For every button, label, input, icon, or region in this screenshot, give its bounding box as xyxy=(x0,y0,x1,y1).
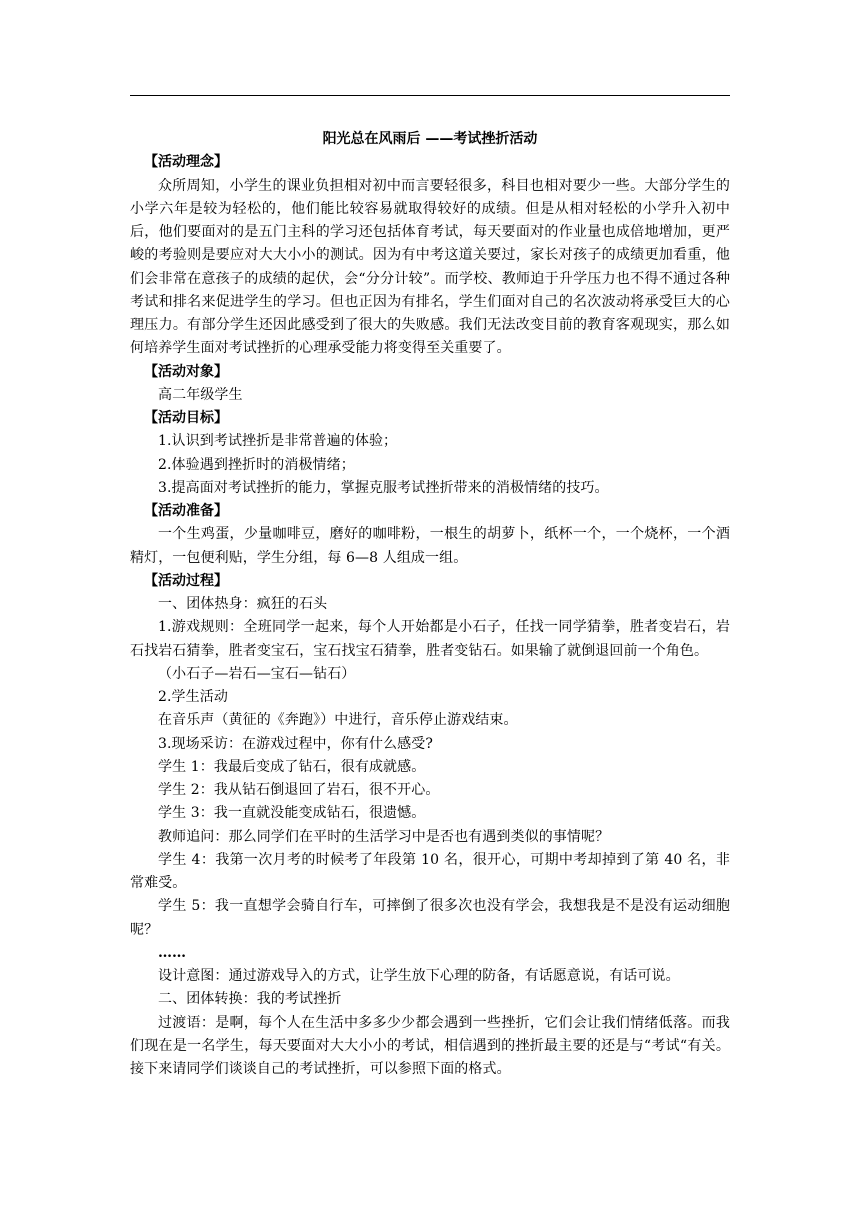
document-content xyxy=(130,151,730,1081)
paragraph: 设计意图：通过游戏导入的方式，让学生放下心理的防备，有话愿意说，有话可说。 xyxy=(158,968,680,984)
paragraph: 学生 1：我最后变成了钻石，很有成就感。 xyxy=(158,758,426,775)
paragraph: 学生 5：我一直想学会骑自行车，可摔倒了很多次也没有学会，我想我是不是没有运动细胞呢？ xyxy=(130,898,730,938)
section-heading: 【活动过程】 xyxy=(144,572,228,589)
header-rule xyxy=(130,95,730,96)
document-body xyxy=(130,128,730,1081)
paragraph: 1.认识到考试挫折是非常普遍的体验； xyxy=(158,433,398,450)
paragraph: 1.游戏规则：全班同学一起来，每个人开始都是小石子，任找一同学猜拳，胜者变岩石，岩石找岩石猜拳，胜者变宝石，宝石找宝石猜拳，胜者变钻石。如果输了就倒退回前一个角色。 xyxy=(130,619,730,659)
section-heading: 【活动理念】 xyxy=(144,154,228,171)
paragraph: 学生 4：我第一次月考的时候考了年段第 10 名，很开心，可期中考却掉到了第 40 名，非常难受。 xyxy=(130,851,730,891)
ellipsis-text: …… xyxy=(158,944,186,961)
paragraph: 教师追问：那么同学们在平时的生活学习中是否也有遇到类似的事情呢？ xyxy=(158,828,610,845)
paragraph: 一个生鸡蛋，少量咖啡豆，磨好的咖啡粉，一根生的胡萝卜，纸杯一个，一个烧杯，一个酒精灯，一包便利贴，学生分组，每 6—8 人组成一组。 xyxy=(130,526,730,566)
paragraph: （小石子—岩石—宝石—钻石） xyxy=(158,665,356,682)
paragraph: 2.体验遇到挫折时的消极情绪； xyxy=(158,456,355,473)
document-title: 阳光总在风雨后 ——考试挫折活动 xyxy=(322,131,538,147)
paragraph: 过渡语：是啊，每个人在生活中多多少少都会遇到一些挫折，它们会让我们情绪低落。而我们现在是一名学生，每天要面对大大小小的考试，相信遇到的挫折最主要的还是与“考试“有关。接下来请同学们谈谈自己的考试挫折，可以参照下面的格式。 xyxy=(130,1014,730,1077)
paragraph: 二、团体转换：我的考试挫折 xyxy=(158,991,342,1008)
paragraph: 一、团体热身：疯狂的石头 xyxy=(158,596,328,612)
paragraph: 在音乐声（黄征的《奔跑》）中进行，音乐停止游戏结束。 xyxy=(158,712,518,729)
section-heading: 【活动准备】 xyxy=(144,503,228,519)
paragraph: 学生 3：我一直就没能变成钻石，很遗憾。 xyxy=(158,805,426,822)
paragraph: 高二年级学生 xyxy=(158,386,243,403)
paragraph: 2.学生活动 xyxy=(158,689,228,705)
paragraph: 学生 2：我从钻石倒退回了岩石，很不开心。 xyxy=(158,782,440,798)
paragraph: 众所周知，小学生的课业负担相对初中而言要轻很多，科目也相对要少一些。大部分学生的小学六年是较为轻松的，他们能比较容易就取得较好的成绩。但是从相对轻松的小学升入初中后，他们要面对的是五门主科的学习还包括体育考试，每天要面对的作业量也成倍地增加，更严峻的考验则是要应对大大小小的测试。因为有中考这道关要过，家长对孩子的成绩更加看重，他们会非常在意孩子的成绩的起伏，会“分分计较”。而学校、教师迫于升学压力也不得不通过各种考试和排名来促进学生的学习。但也正因为有排名，学生们面对自己的名次波动将承受巨大的心理压力。有部分学生还因此感受到了很大的失败感。我们无法改变目前的教育客观现实，那么如何培养学生面对考试挫折的心理承受能力将变得至关重要了。 xyxy=(130,177,730,357)
section-heading: 【活动目标】 xyxy=(144,410,228,426)
section-heading: 【活动对象】 xyxy=(144,363,228,380)
paragraph: 3.提高面对考试挫折的能力，掌握克服考试挫折带来的消极情绪的技巧。 xyxy=(158,479,609,496)
paragraph: 3.现场采访：在游戏过程中，你有什么感受? xyxy=(158,735,433,752)
